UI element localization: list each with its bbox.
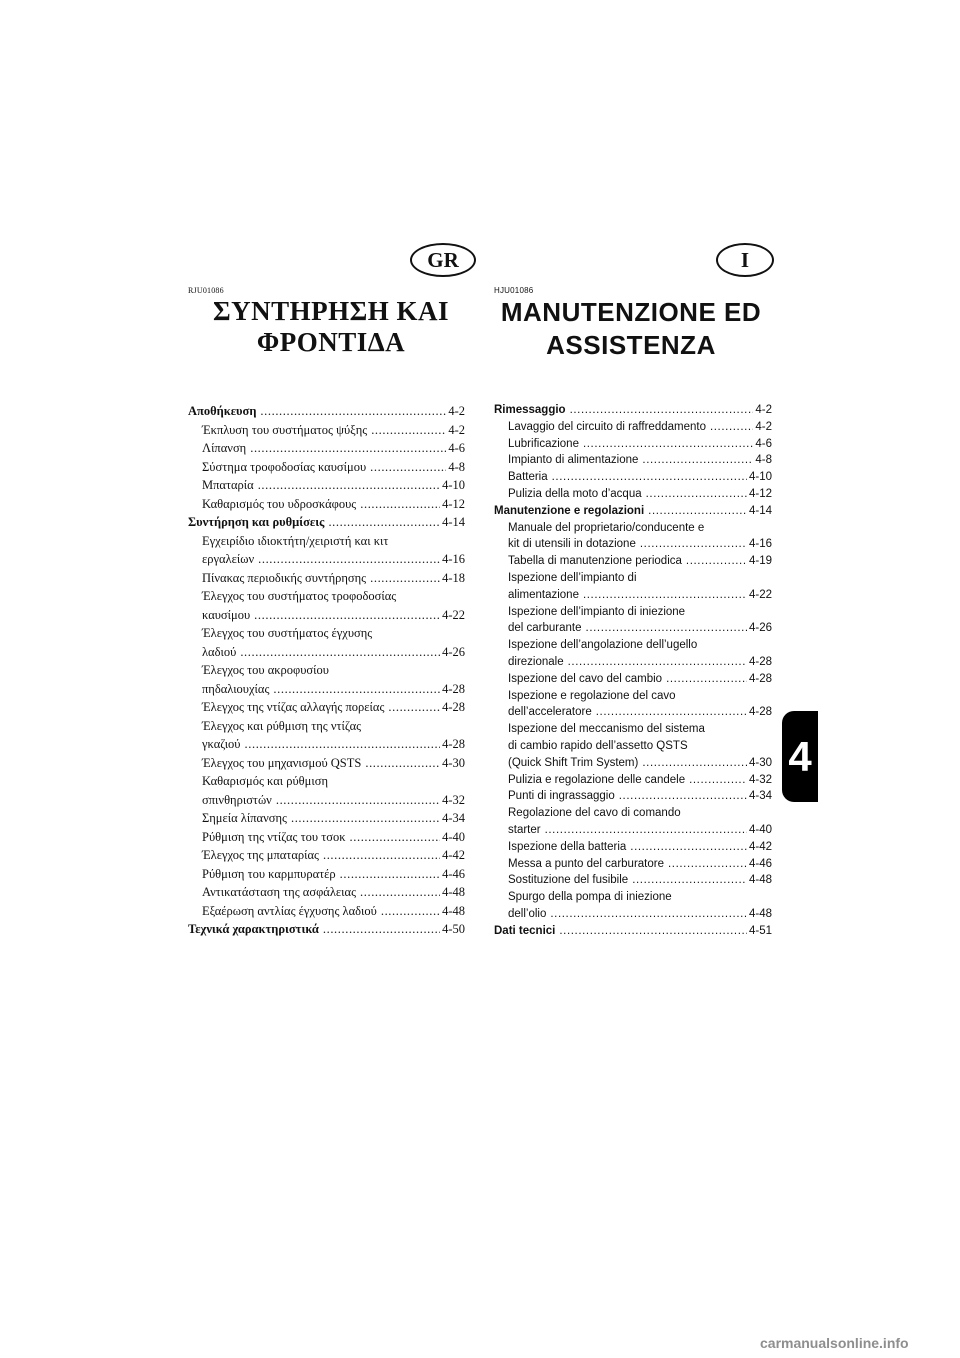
toc-item-label: starter (508, 823, 541, 836)
dot-leader (340, 865, 440, 884)
toc-entry-row (494, 486, 772, 503)
language-badge-gr: GR (410, 243, 476, 277)
toc-item-label-line: Ispezione del meccanismo del sistema (508, 723, 705, 736)
toc-item-label: Έλεγχος της μπαταρίας (202, 848, 319, 862)
toc-item-label: Batteria (508, 471, 548, 484)
toc-item-label-line: Regolazione del cavo di comando (508, 807, 681, 820)
toc-item-page: 4-2 (755, 404, 772, 416)
toc-item-label-line: Έλεγχος του ακροφυσίου (202, 663, 329, 677)
toc-item-page: 4-34 (442, 811, 465, 825)
dot-leader (370, 569, 440, 588)
toc-item (188, 846, 465, 865)
toc-item-label: kit di utensili in dotazione (508, 538, 636, 551)
toc-entry-row (494, 755, 772, 772)
dot-leader (370, 458, 446, 477)
toc-item-page: 4-48 (748, 907, 772, 920)
toc-item-page: 4-48 (442, 903, 465, 918)
toc-item-page: 4-2 (448, 404, 465, 418)
dot-leader (276, 791, 440, 810)
toc-entry-row (188, 680, 465, 699)
toc-item-label-line: Εγχειρίδιο ιδιοκτήτη/χειριστή και κιτ (202, 533, 389, 548)
toc-item-page: 4-48 (748, 874, 772, 887)
toc-entry-row (188, 754, 465, 773)
dot-leader (668, 856, 747, 873)
watermark: carmanualsonline.info (760, 1335, 909, 1351)
chapter-title-gr (186, 296, 476, 358)
toc-item-page: 4-16 (442, 552, 465, 566)
toc-item (494, 671, 772, 688)
toc-item (188, 865, 465, 884)
chapter-tab: 4 (782, 711, 818, 802)
toc-item-page: 4-40 (748, 823, 772, 836)
toc-item (188, 754, 465, 773)
toc-item-label: Σύστημα τροφοδοσίας καυσίμου (202, 459, 367, 474)
toc-entry-row (494, 553, 772, 570)
dot-leader (258, 476, 440, 495)
dot-leader (254, 606, 440, 625)
toc-entry-row (494, 503, 772, 520)
toc-item-page: 4-10 (442, 478, 465, 492)
toc-item-page: 4-46 (748, 857, 772, 870)
chapter-title-gr-line-2: ΦΡΟΝΤΙΔΑ (256, 327, 406, 357)
dot-leader (666, 671, 747, 688)
toc-item (494, 520, 772, 554)
toc-entry-row (494, 839, 772, 856)
toc-item (494, 688, 772, 722)
toc-item-page: 4-50 (442, 922, 465, 936)
toc-item-page: 4-12 (442, 496, 465, 511)
dot-leader (350, 828, 441, 847)
toc-item (188, 661, 465, 698)
toc-entry-row (188, 495, 465, 514)
toc-item (188, 587, 465, 624)
toc-entry-row (494, 587, 772, 604)
dot-leader (570, 402, 754, 419)
toc-item-label: Messa a punto del carburatore (508, 857, 664, 870)
dot-leader (648, 503, 747, 520)
toc-item-label-line: Ispezione dell’angolazione dell’ugello (508, 639, 698, 652)
toc-item-label: Tabella di manutenzione periodica (508, 555, 682, 568)
toc-entry-row (494, 402, 772, 419)
toc-item (188, 532, 465, 569)
toc-item-label: Lavaggio del circuito di raffreddamento (508, 420, 706, 433)
toc-item-label: Ρύθμιση του καρμπυρατέρ (202, 866, 336, 881)
toc-item (188, 458, 465, 477)
table-of-contents-it (494, 402, 772, 940)
toc-entry-row (494, 671, 772, 688)
toc-item-page: 4-10 (748, 471, 772, 484)
toc-entry-row (494, 436, 772, 453)
toc-item (188, 902, 465, 921)
toc-item-label: γκαζιού (202, 737, 241, 751)
toc-entry-row (494, 536, 772, 553)
toc-item-label-line: di cambio rapido dell’assetto QSTS (508, 739, 688, 752)
toc-item-label: Ispezione della batteria (508, 840, 627, 853)
toc-item-page: 4-8 (448, 459, 465, 474)
toc-item-label: Μπαταρία (202, 478, 254, 492)
toc-item-label: Τεχνικά χαρακτηριστικά (188, 922, 319, 936)
toc-item-label: Impianto di alimentazione (508, 454, 639, 467)
toc-item (494, 486, 772, 503)
toc-item-page: 4-2 (755, 420, 772, 433)
toc-item-label: Εξαέρωση αντλίας έγχυσης λαδιού (202, 903, 377, 918)
toc-entry-row (494, 872, 772, 889)
toc-item-label: Manutenzione e regolazioni (494, 504, 645, 517)
toc-item-page: 4-46 (442, 866, 465, 881)
toc-item-label: alimentazione (508, 588, 579, 601)
toc-entry-row (494, 906, 772, 923)
toc-item-label: σπινθηριστών (202, 792, 272, 807)
toc-item-label: Pulizia e regolazione delle candele (508, 773, 686, 786)
dot-leader (388, 698, 440, 717)
toc-entry-row (188, 920, 465, 939)
toc-item (494, 402, 772, 419)
toc-item (188, 828, 465, 847)
toc-item (188, 698, 465, 717)
toc-item-page: 4-22 (442, 607, 465, 622)
toc-item-label: Αποθήκευση (188, 404, 257, 418)
toc-entry-row (188, 828, 465, 847)
toc-item-page: 4-6 (755, 437, 772, 450)
toc-item-label-line: Έλεγχος του συστήματος έγχυσης (202, 626, 373, 640)
toc-item-label: Dati tecnici (494, 924, 556, 937)
dot-leader (630, 839, 747, 856)
dot-leader (686, 553, 747, 570)
toc-item (494, 889, 772, 923)
toc-entry-row (188, 550, 465, 569)
dot-leader (586, 620, 747, 637)
toc-item-label-line: Καθαρισμός και ρύθμιση (202, 774, 328, 788)
toc-item-label: Punti di ingrassaggio (508, 790, 615, 803)
language-badge-it: I (716, 243, 774, 277)
toc-item (188, 513, 465, 532)
dot-leader (552, 469, 747, 486)
toc-item-page: 4-6 (448, 441, 465, 455)
toc-item-label-line: Ispezione e regolazione del cavo (508, 689, 676, 702)
toc-item (494, 419, 772, 436)
toc-item-label-line: Manuale del proprietario/conducente e (508, 521, 705, 534)
dot-leader (381, 902, 440, 921)
dot-leader (646, 486, 747, 503)
toc-item (188, 920, 465, 939)
toc-item-page: 4-8 (755, 454, 772, 467)
toc-entry-row (188, 791, 465, 810)
toc-entry-row (494, 772, 772, 789)
dot-leader (642, 755, 747, 772)
dot-leader (328, 513, 440, 532)
dot-leader (258, 550, 440, 569)
toc-item (494, 772, 772, 789)
toc-item-label-line: Ispezione dell’impianto di (508, 571, 637, 584)
toc-item-page: 4-40 (442, 829, 465, 844)
toc-item-page: 4-26 (442, 644, 465, 659)
toc-item-page: 4-34 (748, 790, 772, 803)
toc-item-label-line: Έλεγχος και ρύθμιση της ντίζας (202, 718, 362, 733)
dot-leader (260, 402, 446, 421)
toc-item (494, 872, 772, 889)
toc-item-label: Πίνακας περιοδικής συντήρησης (202, 570, 367, 585)
toc-item-label: dell’acceleratore (508, 706, 592, 719)
dot-leader (632, 872, 747, 889)
toc-item-page: 4-22 (748, 588, 772, 601)
toc-item (494, 452, 772, 469)
toc-item (188, 883, 465, 902)
toc-item-label: direzionale (508, 655, 564, 668)
toc-entry-row (188, 402, 465, 421)
toc-entry-row (494, 620, 772, 637)
toc-item-label: dell’olio (508, 907, 547, 920)
toc-entry-row (188, 439, 465, 458)
toc-item-label: Έκπλυση του συστήματος ψύξης (202, 422, 368, 437)
dot-leader (365, 754, 440, 773)
chapter-title-it-line-2: ASSISTENZA (546, 330, 716, 360)
dot-leader (568, 654, 747, 671)
toc-entry-row (494, 704, 772, 721)
toc-item-page: 4-30 (442, 755, 465, 770)
toc-item-label: Έλεγχος της ντίζας αλλαγής πορείας (202, 700, 385, 714)
toc-entry-row (188, 513, 465, 532)
dot-leader (371, 421, 446, 440)
toc-item-page: 4-19 (748, 555, 772, 568)
toc-item (188, 809, 465, 828)
dot-leader (273, 680, 440, 699)
chapter-title-it (486, 296, 776, 362)
toc-item-label-line: Spurgo della pompa di iniezione (508, 891, 672, 904)
toc-entry-row (494, 822, 772, 839)
toc-entry-row (188, 421, 465, 440)
dot-leader (710, 419, 753, 436)
toc-item-label: Έλεγχος του μηχανισμού QSTS (202, 755, 362, 770)
toc-item-label: καυσίμου (202, 607, 251, 622)
toc-entry-row (188, 643, 465, 662)
toc-item (494, 469, 772, 486)
toc-item-label: Συντήρηση και ρυθμίσεις (188, 515, 325, 529)
toc-item (494, 788, 772, 805)
chapter-title-gr-line-1: ΣΥΝΤΗΡΗΣΗ ΚΑΙ (212, 296, 450, 326)
toc-entry-row (188, 902, 465, 921)
toc-item-label: del carburante (508, 622, 582, 635)
toc-item (494, 839, 772, 856)
toc-item (494, 721, 772, 771)
dot-leader (583, 436, 753, 453)
dot-leader (642, 452, 753, 469)
toc-item (494, 503, 772, 520)
toc-item (188, 717, 465, 754)
toc-item-page: 4-32 (748, 773, 772, 786)
toc-item-label: Ispezione del cavo del cambio (508, 672, 663, 685)
dot-leader (550, 906, 747, 923)
toc-item (188, 402, 465, 421)
section-code-gr: RJU01086 (188, 286, 224, 295)
toc-item (188, 476, 465, 495)
toc-item-label: λαδιού (202, 644, 237, 659)
toc-item-page: 4-18 (442, 570, 465, 585)
toc-item-label: εργαλείων (202, 552, 255, 566)
toc-item-page: 4-26 (748, 622, 772, 635)
toc-entry-row (188, 476, 465, 495)
table-of-contents-gr (188, 402, 465, 939)
toc-item (494, 856, 772, 873)
toc-item-page: 4-16 (748, 538, 772, 551)
dot-leader (596, 704, 747, 721)
dot-leader (689, 772, 747, 789)
dot-leader (240, 643, 440, 662)
toc-item-page: 4-14 (748, 504, 772, 517)
dot-leader (360, 883, 440, 902)
toc-item-label: Σημεία λίπανσης (202, 811, 287, 825)
toc-item-page: 4-28 (748, 706, 772, 719)
toc-item (494, 553, 772, 570)
toc-entry-row (494, 469, 772, 486)
toc-item-label: πηδαλιουχίας (202, 681, 270, 696)
toc-entry-row (494, 452, 772, 469)
toc-item-page: 4-28 (748, 672, 772, 685)
dot-leader (250, 439, 446, 458)
toc-item-label: Lubrificazione (508, 437, 579, 450)
toc-entry-row (188, 569, 465, 588)
toc-entry-row (494, 788, 772, 805)
toc-item (494, 637, 772, 671)
toc-item (188, 624, 465, 661)
toc-item (494, 923, 772, 940)
toc-item-page: 4-42 (748, 840, 772, 853)
dot-leader (245, 735, 441, 754)
section-code-it: HJU01086 (494, 286, 534, 295)
dot-leader (545, 822, 747, 839)
toc-item-label: Καθαρισμός του υδροσκάφους (202, 496, 357, 511)
dot-leader (360, 495, 440, 514)
toc-item-page: 4-51 (748, 924, 772, 937)
toc-item-label: Sostituzione del fusibile (508, 874, 629, 887)
toc-item-label: Λίπανση (202, 441, 247, 455)
toc-item-page: 4-2 (448, 422, 465, 437)
dot-leader (640, 536, 747, 553)
toc-item-label: Pulizia della moto d’acqua (508, 487, 642, 500)
toc-item-page: 4-14 (442, 515, 465, 529)
toc-item (188, 772, 465, 809)
toc-item-label-line: Έλεγχος του συστήματος τροφοδοσίας (202, 589, 397, 603)
toc-entry-row (188, 458, 465, 477)
toc-item (188, 569, 465, 588)
toc-item (494, 604, 772, 638)
toc-item (188, 421, 465, 440)
dot-leader (323, 846, 440, 865)
toc-entry-row (188, 735, 465, 754)
dot-leader (291, 809, 440, 828)
toc-item (494, 436, 772, 453)
toc-item (188, 439, 465, 458)
toc-entry-row (188, 809, 465, 828)
dot-leader (559, 923, 747, 940)
toc-entry-row (188, 698, 465, 717)
toc-item-label: Αντικατάσταση της ασφάλειας (202, 885, 357, 899)
toc-entry-row (188, 883, 465, 902)
toc-item-page: 4-48 (442, 885, 465, 899)
toc-item (494, 805, 772, 839)
toc-item (188, 495, 465, 514)
toc-item-page: 4-30 (748, 756, 772, 769)
toc-entry-row (494, 923, 772, 940)
toc-entry-row (188, 606, 465, 625)
toc-entry-row (494, 654, 772, 671)
toc-item-page: 4-42 (442, 848, 465, 862)
chapter-title-it-line-1: MANUTENZIONE ED (500, 297, 762, 327)
toc-entry-row (188, 865, 465, 884)
toc-item-label-line: Ispezione dell’impianto di iniezione (508, 605, 686, 618)
toc-entry-row (494, 856, 772, 873)
toc-item-label: Rimessaggio (494, 404, 566, 416)
dot-leader (323, 920, 440, 939)
toc-item-page: 4-28 (442, 737, 465, 751)
toc-item-page: 4-28 (748, 655, 772, 668)
toc-item-label: (Quick Shift Trim System) (508, 756, 639, 769)
toc-item (494, 570, 772, 604)
dot-leader (583, 587, 747, 604)
toc-item-page: 4-28 (442, 700, 465, 714)
toc-entry-row (494, 419, 772, 436)
toc-item-page: 4-12 (748, 487, 772, 500)
toc-entry-row (188, 846, 465, 865)
toc-item-page: 4-28 (442, 681, 465, 696)
dot-leader (619, 788, 747, 805)
toc-item-page: 4-32 (442, 792, 465, 807)
toc-item-label: Ρύθμιση της ντίζας του τσοκ (202, 829, 346, 844)
